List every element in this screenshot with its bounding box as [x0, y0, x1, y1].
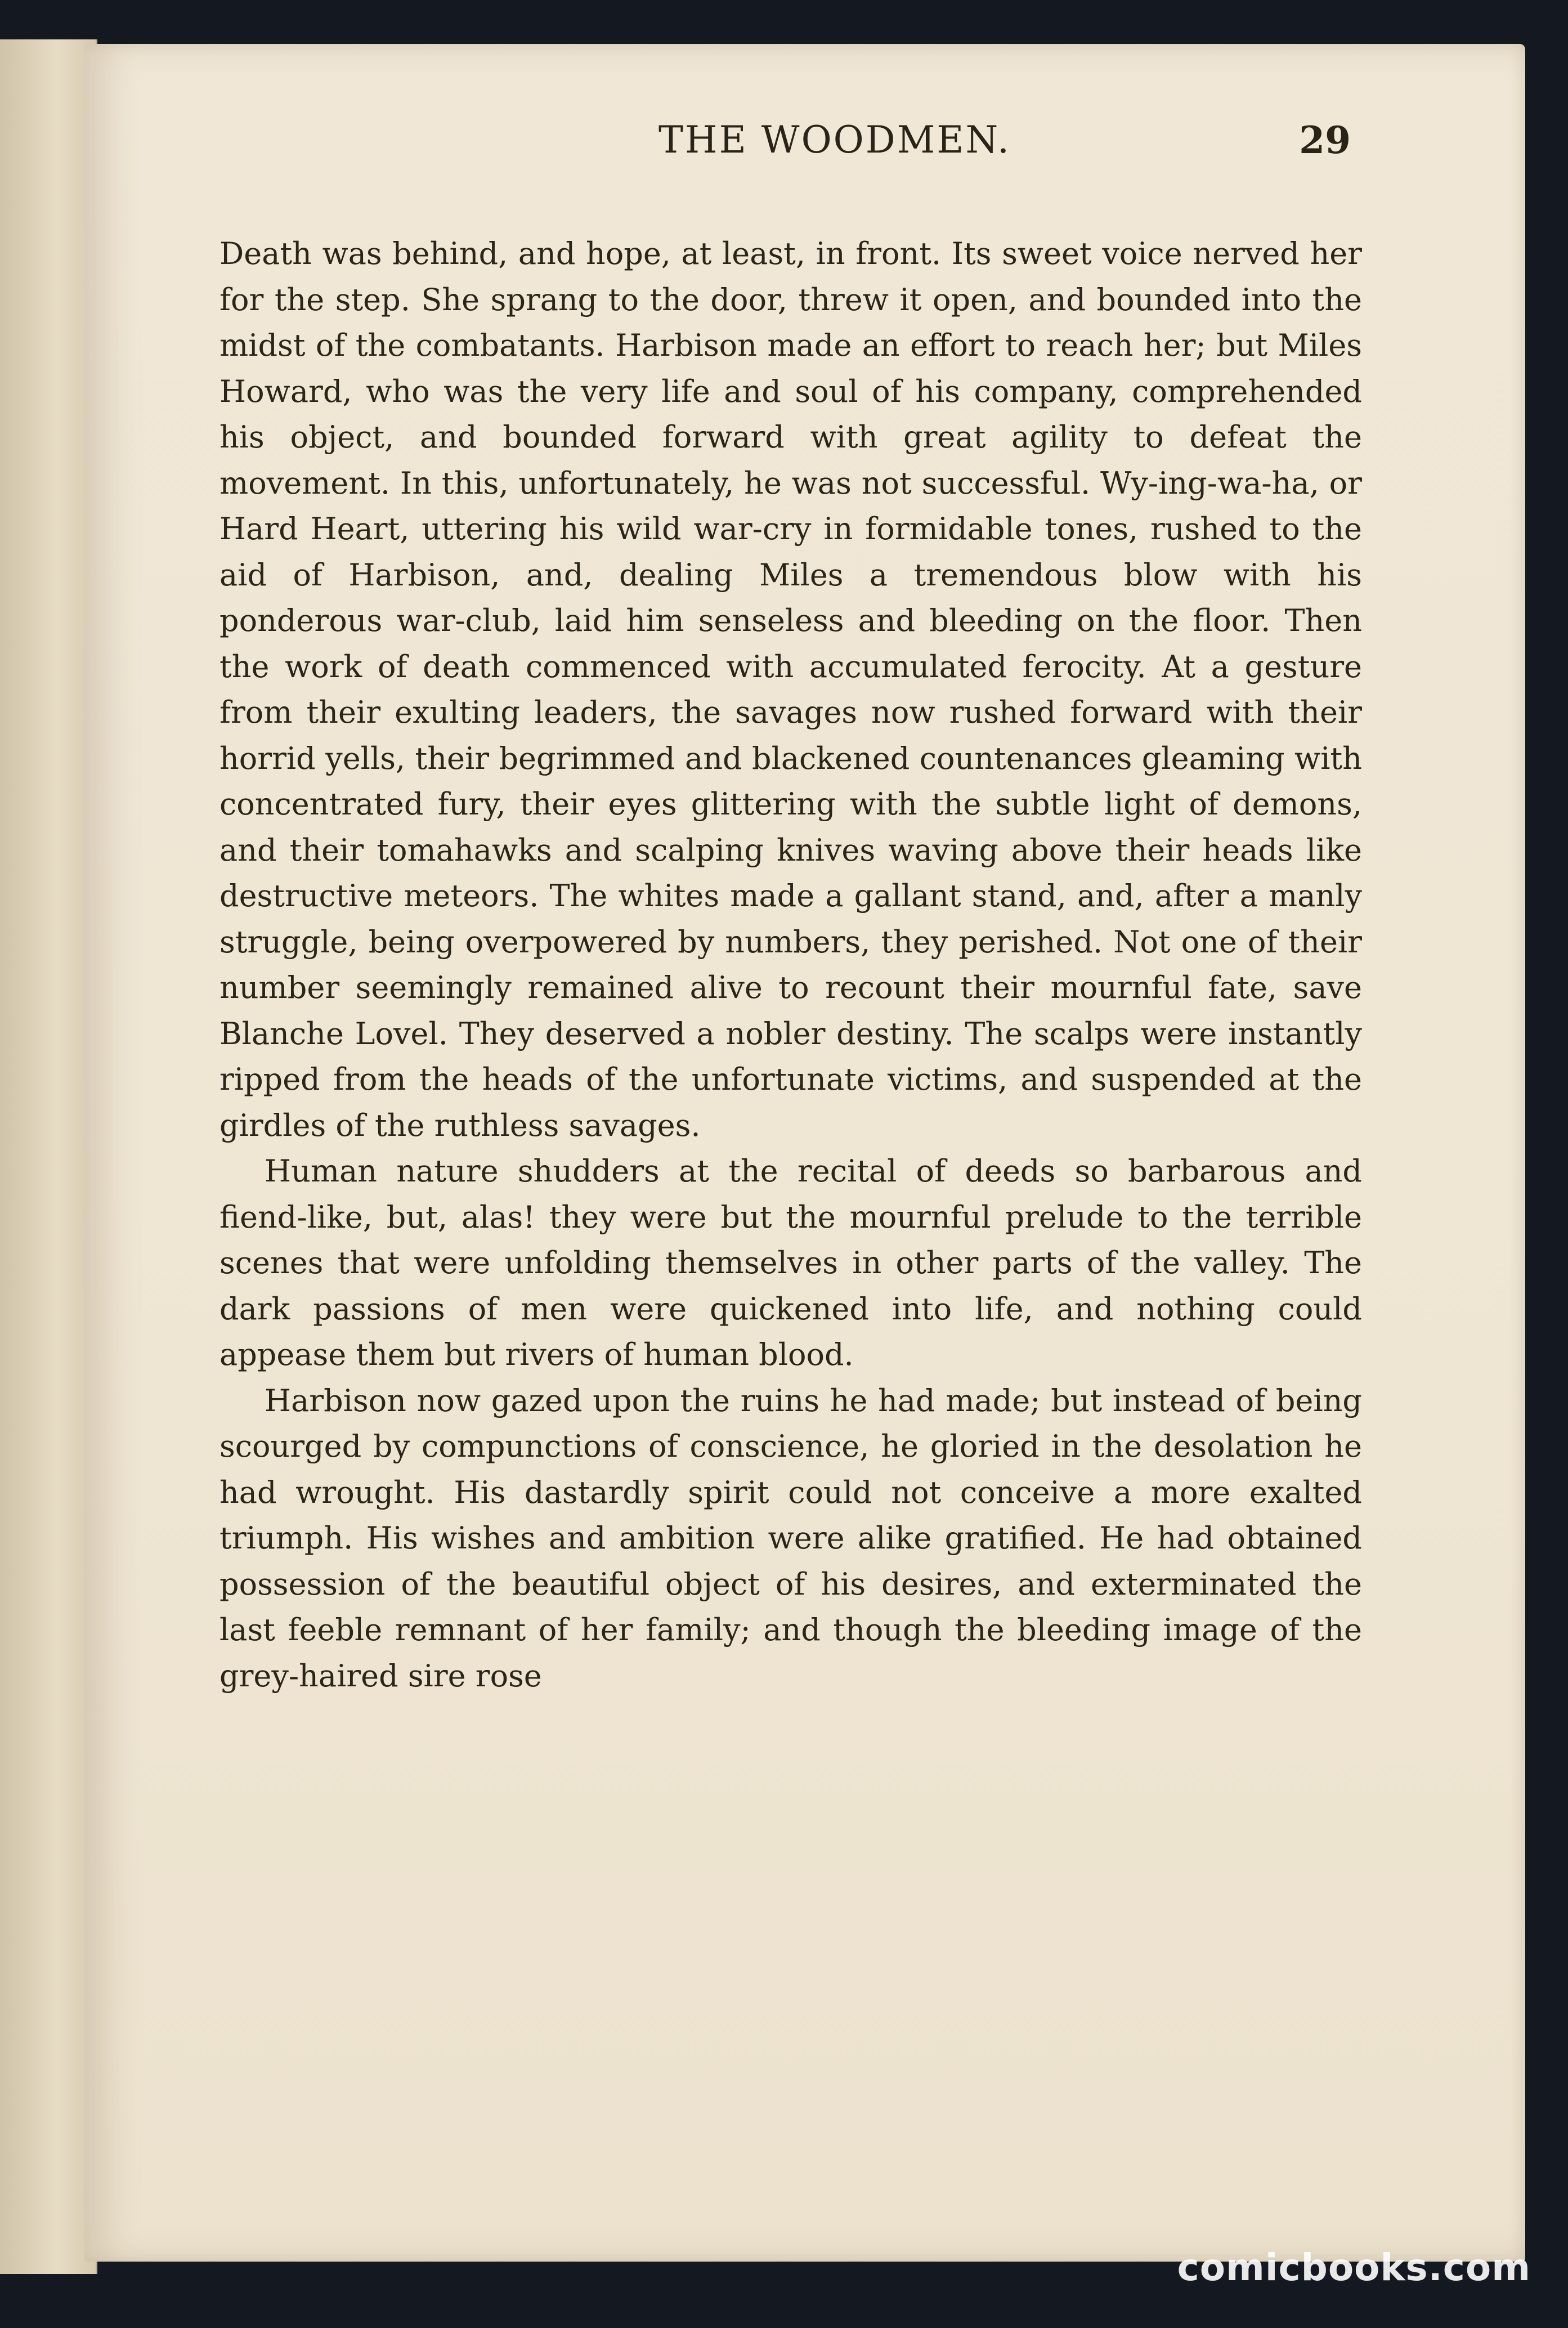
- watermark: comicbooks.com: [1177, 2246, 1531, 2289]
- paragraph-2: Human nature shudders at the recital of deeds so barbarous and fiend-like, but, alas! they were but the mournful prelude to the terrible scenes that were unfolding themselves in other parts of the valley. The dark passions of men were quickened into life, and nothing could appease them but rivers of human blood.: [219, 1153, 1362, 1372]
- page-number: 29: [1299, 118, 1351, 162]
- running-head: THE WOODMEN.: [658, 118, 1011, 162]
- facing-page-edge: [0, 39, 97, 2274]
- page-header: [203, 118, 1351, 186]
- paragraph-1: Death was behind, and hope, at least, in front. Its sweet voice nerved her for the step. She sprang to the door, threw it open, and bounded into the midst of the combatants. Harbison made an effort to reach her; but Miles Howard, who was the very life and soul of his company, comprehended his object, and bounded forward with great agility to defeat the movement. In this, unfortunately, he was not successful. Wy-ing-wa-ha, or Hard Heart, uttering his wild war-cry in formidable tones, rushed to the aid of Harbison, and, dealing Miles a tremendous blow with his ponderous war-club, laid him senseless and bleeding on the floor. Then the work of death commenced with accumulated ferocity. At a gesture from their exulting leaders, the savages now rushed forward with their horrid yells, their begrimmed and blackened countenances gleaming with concentrated fury, their eyes glittering with the subtle light of demons, and their tomahawks and scalping knives waving above their heads like destructive meteors. The whites made a gallant stand, and, after a manly struggle, being overpowered by numbers, they perished. Not one of their number seemingly remained alive to recount their mournful fate, save Blanche Lovel. They deserved a nobler destiny. The scalps were instantly ripped from the heads of the unfortunate victims, and suspended at the girdles of the ruthless savages.: [219, 236, 1362, 1143]
- body-text: [219, 231, 1362, 1699]
- paragraph-3: Harbison now gazed upon the ruins he had made; but instead of being scourged by compunctions of conscience, he gloried in the desolation he had wrought. His dastardly spirit could not conceive a more exalted triumph. His wishes and ambition were alike gratified. He had obtained possession of the beautiful object of his desires, and exterminated the last feeble remnant of her family; and though the bleeding image of the grey-haired sire rose: [219, 1382, 1362, 1694]
